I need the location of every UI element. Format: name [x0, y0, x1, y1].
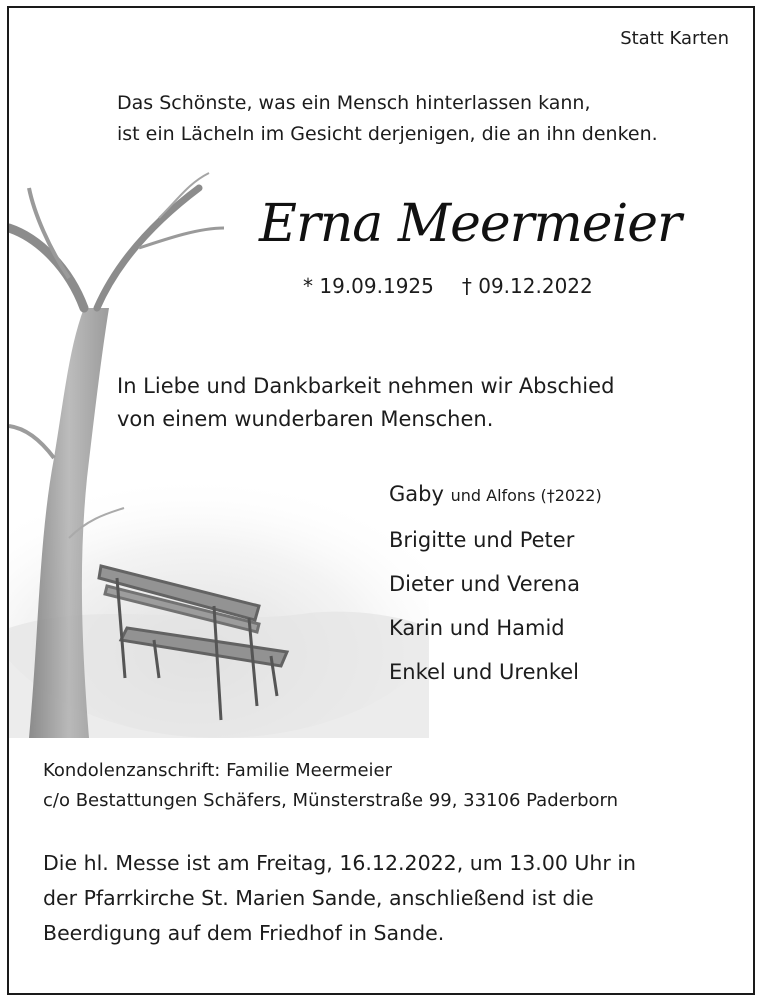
service-line-3: Beerdigung auf dem Friedhof in Sande.: [43, 921, 445, 945]
mourner-line: Karin und Hamid: [389, 616, 565, 640]
obituary-card: [7, 6, 755, 995]
quote-line-2: ist ein Lächeln im Gesicht derjenigen, die an ihn denken.: [117, 123, 658, 145]
condolence-address: [43, 756, 618, 816]
farewell-line-2: von einem wunderbaren Menschen.: [117, 407, 494, 431]
memorial-quote: [117, 88, 658, 150]
life-dates: [303, 274, 593, 298]
address-line-1: Kondolenzanschrift: Familie Meermeier: [43, 760, 392, 781]
service-line-1: Die hl. Messe ist am Freitag, 16.12.2022, um 13.00 Uhr in: [43, 851, 637, 875]
address-line-2: c/o Bestattungen Schäfers, Münsterstraße 99, 33106 Paderborn: [43, 790, 619, 811]
farewell-line-1: In Liebe und Dankbarkeit nehmen wir Abschied: [117, 374, 615, 398]
birth-date: * 19.09.1925: [303, 274, 434, 298]
mourner-first-name: Gaby: [389, 482, 444, 506]
mourner-line: [389, 472, 602, 518]
statt-karten-note: Statt Karten: [620, 28, 729, 49]
mourner-line: Brigitte und Peter: [389, 528, 575, 552]
death-date: † 09.12.2022: [461, 274, 593, 298]
mourner-line: Dieter und Verena: [389, 572, 580, 596]
funeral-service-info: [43, 846, 636, 951]
farewell-text: [117, 370, 614, 436]
service-line-2: der Pfarrkirche St. Marien Sande, anschließend ist die: [43, 886, 594, 910]
deceased-name: Erna Meermeier: [259, 194, 681, 254]
mourner-first-rest: und Alfons (†2022): [450, 486, 602, 505]
mourners-list: [389, 472, 602, 694]
quote-line-1: Das Schönste, was ein Mensch hinterlassen kann,: [117, 92, 591, 114]
mourner-line: Enkel und Urenkel: [389, 660, 579, 684]
